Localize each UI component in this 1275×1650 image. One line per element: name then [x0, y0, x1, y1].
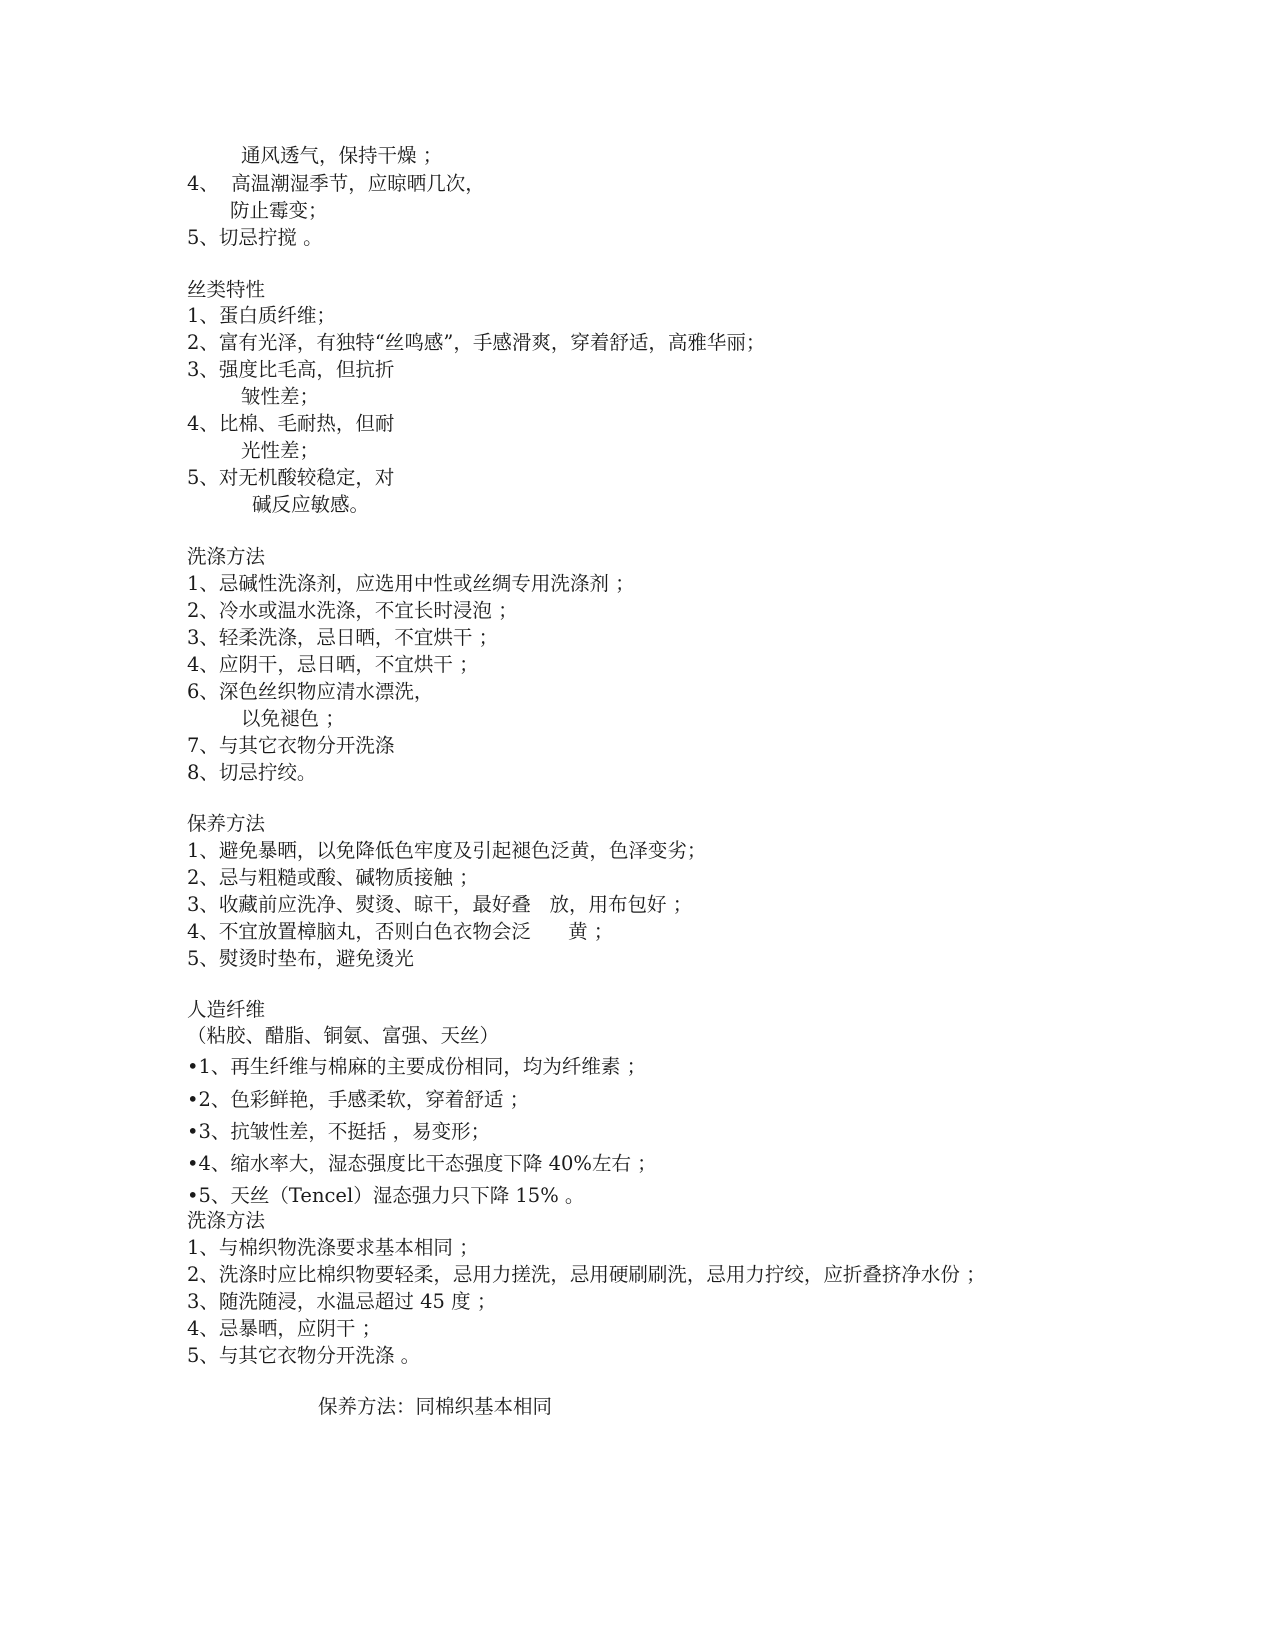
list-item: 4、忌暴晒，应阴干 ； — [187, 1317, 382, 1340]
bullet-item: •1、再生纤维与棉麻的主要成份相同，均为纤维素 ； — [187, 1055, 647, 1078]
section-heading: 洗涤方法 — [187, 1209, 266, 1232]
list-item: 2、冷水或温水洗涤，不宜长时浸泡 ； — [187, 599, 518, 622]
section-heading: 保养方法 — [187, 812, 266, 835]
text-line: 碱反应敏感。 — [252, 493, 370, 516]
section-subheading: （粘胶、醋脂、铜氨、富强、天丝） — [187, 1024, 500, 1047]
bullet-item: •4、缩水率大，湿态强度比干态强度下降 40%左右 ； — [187, 1152, 657, 1175]
list-item: 2、忌与粗糙或酸、碱物质接触 ； — [187, 866, 479, 889]
list-item: 3、收藏前应洗净、熨烫、晾干，最好叠 放，用布包好 ； — [187, 893, 693, 916]
list-item: 7、与其它衣物分开洗涤 — [187, 734, 395, 757]
text-line: 光性差； — [241, 439, 320, 462]
list-item: 1、与棉织物洗涤要求基本相同 ； — [187, 1236, 479, 1259]
list-item: 4、 高温潮湿季节，应晾晒几次， — [187, 172, 485, 195]
list-item: 3、随洗随浸，水温忌超过 45 度 ； — [187, 1290, 497, 1313]
list-item: 1、蛋白质纤维； — [187, 304, 336, 327]
closing-note: 保养方法：同棉织基本相同 — [318, 1395, 553, 1418]
list-item: 5、与其它衣物分开洗涤 。 — [187, 1344, 421, 1367]
list-item: 5、对无机酸较稳定，对 — [187, 466, 395, 489]
bullet-item: •2、色彩鲜艳，手感柔软，穿着舒适 ； — [187, 1088, 530, 1111]
list-item: 2、洗涤时应比棉织物要轻柔，忌用力搓洗，忌用硬刷刷洗，忌用力拧绞，应折叠挤净水份 ； — [187, 1263, 986, 1286]
text-line: 以免褪色 ； — [241, 707, 345, 730]
section-heading: 丝类特性 — [187, 278, 266, 301]
list-item: 6、深色丝织物应清水漂洗， — [187, 680, 434, 703]
text-line: 皱性差； — [241, 385, 320, 408]
list-item: 8、切忌拧绞。 — [187, 761, 317, 784]
list-item: 2、富有光泽，有独特“丝鸣感”，手感滑爽，穿着舒适，高雅华丽； — [187, 331, 766, 354]
section-heading: 洗涤方法 — [187, 545, 266, 568]
list-item: 1、避免暴晒，以免降低色牢度及引起褪色泛黄，色泽变劣； — [187, 839, 707, 862]
bullet-item: •3、抗皱性差，不挺括 ，易变形； — [187, 1120, 491, 1143]
list-item: 4、应阴干，忌日晒，不宜烘干 ； — [187, 653, 479, 676]
list-item: 3、轻柔洗涤，忌日晒，不宜烘干 ； — [187, 626, 499, 649]
list-item: 4、不宜放置樟脑丸，否则白色衣物会泛 黄 ； — [187, 920, 614, 943]
text-line: 防止霉变； — [230, 199, 328, 222]
text-line: 通风透气，保持干燥 ； — [241, 144, 443, 167]
bullet-item: •5、天丝（Tencel）湿态强力只下降 15% 。 — [187, 1184, 585, 1207]
list-item: 4、比棉、毛耐热，但耐 — [187, 412, 395, 435]
list-item: 5、切忌拧搅 。 — [187, 226, 323, 249]
list-item: 5、熨烫时垫布，避免烫光 — [187, 947, 414, 970]
section-heading: 人造纤维 — [187, 998, 266, 1021]
list-item: 3、强度比毛高，但抗折 — [187, 358, 395, 381]
list-item: 1、忌碱性洗涤剂，应选用中性或丝绸专用洗涤剂 ； — [187, 572, 635, 595]
